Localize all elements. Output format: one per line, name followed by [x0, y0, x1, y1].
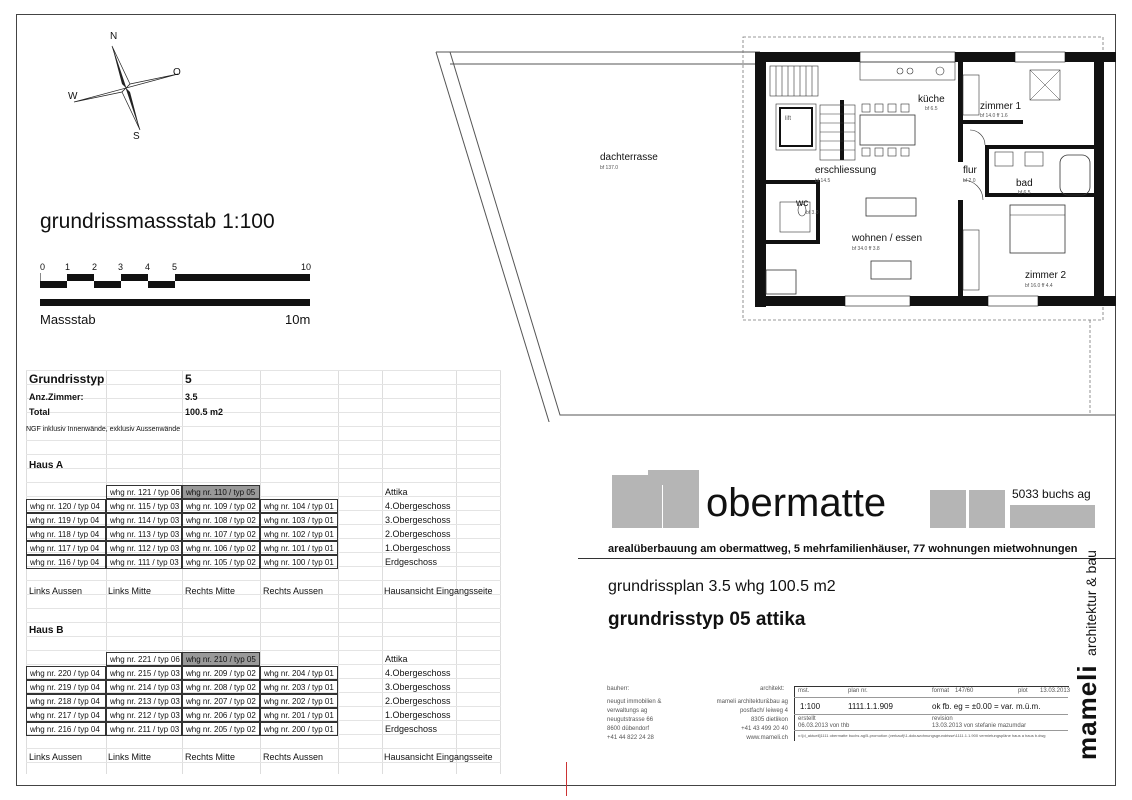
footer-cell: Rechts Mitte: [185, 752, 236, 762]
footer-cell: Hausansicht Eingangsseite: [384, 752, 493, 762]
room-area-dachterrasse: bf 137.0: [600, 165, 619, 171]
haus-a-footer-row: [26, 584, 501, 598]
table-cell: whg nr. 118 / typ 04: [26, 527, 106, 541]
room-area-bad: bf 6.5: [1018, 190, 1031, 196]
table-cell: whg nr. 203 / typ 01: [260, 680, 338, 694]
table-cell: whg nr. 215 / typ 03: [106, 666, 182, 680]
table-cell: whg nr. 219 / typ 04: [26, 680, 106, 694]
floor-label: Erdgeschoss: [385, 557, 438, 567]
table-row: [26, 499, 501, 513]
room-area-erschliessung: bf 14.5: [815, 178, 831, 184]
revision-value: 13.03.2013 von stefanie mazumdar: [932, 723, 1027, 729]
area-note: NGF inklusiv Innenwände, exklusiv Aussenwände: [26, 426, 181, 433]
table-row: [26, 555, 501, 569]
table-cell: whg nr. 211 / typ 03: [106, 722, 182, 736]
floor-plan-drawing: [430, 30, 1116, 422]
table-cell: whg nr. 108 / typ 02: [182, 513, 260, 527]
room-label-flur: flur: [963, 165, 977, 176]
mst-label: mst.: [798, 688, 810, 694]
typ-value: 5: [185, 372, 192, 386]
table-cell: whg nr. 120 / typ 04: [26, 499, 106, 513]
floor-label: 3.Obergeschoss: [385, 515, 451, 525]
scale-tick: 3: [118, 262, 124, 272]
table-cell: whg nr. 213 / typ 03: [106, 694, 182, 708]
side-brand-name: mameli: [1072, 664, 1102, 760]
footer-cell: Links Mitte: [108, 752, 152, 762]
table-row: [26, 541, 501, 555]
table-cell: whg nr. 208 / typ 02: [182, 680, 260, 694]
footer-cell: Rechts Mitte: [185, 586, 236, 596]
room-label-wohnen: wohnen / essen: [852, 233, 923, 244]
side-brand-sub: architektur & bau: [1083, 550, 1099, 656]
footer-cell: Links Aussen: [29, 586, 83, 596]
room-area-flur: bf 2.0: [963, 178, 976, 184]
table-cell: whg nr. 117 / typ 04: [26, 541, 106, 555]
room-label-kueche: küche: [918, 94, 945, 105]
plannr-value: 1111.1.1.909: [848, 702, 893, 711]
brand-location: 5033 buchs ag: [1012, 487, 1091, 501]
table-cell: whg nr. 101 / typ 01: [260, 541, 338, 555]
table-cell: whg nr. 201 / typ 01: [260, 708, 338, 722]
footer-cell: Rechts Aussen: [263, 752, 324, 762]
plot-value: 13.03.2013: [1040, 688, 1071, 694]
architekt-label: architekt:: [760, 686, 785, 692]
table-cell: whg nr. 107 / typ 02: [182, 527, 260, 541]
scale-title: grundrissmassstab 1:100: [40, 210, 275, 233]
table-row: [26, 722, 501, 736]
plan-title: grundrisstyp 05 attika: [608, 609, 806, 630]
bauherr-line: +41 44 822 24 28: [607, 735, 654, 741]
footer-cell: Hausansicht Eingangsseite: [384, 586, 493, 596]
architekt-line: www.mameli.ch: [746, 735, 788, 741]
table-cell: whg nr. 212 / typ 03: [106, 708, 182, 722]
table-cell: whg nr. 200 / typ 01: [260, 722, 338, 736]
table-cell: whg nr. 116 / typ 04: [26, 555, 106, 569]
room-label-erschliessung: erschliessung: [815, 165, 877, 176]
fold-mark: [566, 762, 567, 796]
table-cell-highlight: whg nr. 210 / typ 05: [182, 652, 260, 666]
room-label-zimmer2: zimmer 2: [1025, 270, 1067, 281]
table-cell: whg nr. 207 / typ 02: [182, 694, 260, 708]
table-cell: whg nr. 104 / typ 01: [260, 499, 338, 513]
haus-a-title: Haus A: [29, 460, 64, 471]
compass-south: S: [133, 131, 140, 142]
table-cell: whg nr. 114 / typ 03: [106, 513, 182, 527]
scale-tick: 0: [40, 262, 46, 272]
table-row: [26, 513, 501, 527]
table-cell-highlight: whg nr. 110 / typ 05: [182, 485, 260, 499]
revision-label: revision: [932, 716, 953, 722]
floor-label: 2.Obergeschoss: [385, 529, 451, 539]
height-reference: ok fb. eg = ±0.00 = var. m.ü.m.: [932, 702, 1041, 711]
plan-subtitle: grundrissplan 3.5 whg 100.5 m2: [608, 578, 836, 595]
floor-label: 1.Obergeschoss: [385, 710, 451, 720]
bauherr-line: 8600 dübendorf: [607, 726, 650, 732]
table-cell: whg nr. 217 / typ 04: [26, 708, 106, 722]
apartment-table: [26, 370, 501, 774]
table-cell: whg nr. 119 / typ 04: [26, 513, 106, 527]
brand-block-mid: [663, 470, 699, 528]
compass-west: W: [68, 91, 78, 102]
room-label-wc: wc: [796, 198, 809, 209]
erstellt-value: 06.03.2013 von thb: [798, 723, 850, 729]
table-cell: whg nr. 113 / typ 03: [106, 527, 182, 541]
room-area-wc: bf 3.0: [806, 210, 819, 216]
scale-left-label: Massstab: [40, 312, 96, 327]
floor-label: 4.Obergeschoss: [385, 668, 451, 678]
floor-label: 4.Obergeschoss: [385, 501, 451, 511]
erstellt-label: erstellt: [798, 716, 816, 722]
architekt-line: 8305 dietlikon: [750, 717, 788, 723]
mst-value: 1:100: [800, 702, 821, 711]
haus-b-title: Haus B: [29, 625, 64, 636]
table-cell: whg nr. 106 / typ 02: [182, 541, 260, 555]
footer-cell: Rechts Aussen: [263, 586, 324, 596]
title-rule-1: [578, 558, 1116, 559]
brand-name: obermatte: [706, 481, 887, 525]
rooms-value: 3.5: [185, 392, 198, 402]
table-row: [26, 680, 501, 694]
floor-label: Attika: [385, 487, 408, 497]
haus-a-attika-row: [26, 485, 501, 499]
floor-label: 2.Obergeschoss: [385, 696, 451, 706]
table-cell: whg nr. 205 / typ 02: [182, 722, 260, 736]
scale-tick: 5: [172, 262, 178, 272]
plannr-label: plan nr.: [848, 688, 868, 694]
compass-east: O: [173, 67, 181, 78]
table-row: [26, 666, 501, 680]
format-value: 147/60: [955, 688, 974, 694]
table-cell: whg nr. 218 / typ 04: [26, 694, 106, 708]
tb-rule: [794, 730, 1068, 731]
table-cell: whg nr. 206 / typ 02: [182, 708, 260, 722]
total-value: 100.5 m2: [185, 407, 224, 417]
bauherr-line: neugutstrasse 66: [607, 717, 654, 723]
brand-block-r3: [1010, 505, 1095, 528]
footer-cell: Links Aussen: [29, 752, 83, 762]
brand-block-tab: [648, 470, 663, 485]
brand-block-r2: [969, 490, 1005, 528]
table-cell: whg nr. 202 / typ 01: [260, 694, 338, 708]
table-cell: whg nr. 111 / typ 03: [106, 555, 182, 569]
brand-block-r1: [930, 490, 966, 528]
scale-right-label: 10m: [285, 312, 311, 327]
table-cell: whg nr. 209 / typ 02: [182, 666, 260, 680]
table-cell: whg nr. 220 / typ 04: [26, 666, 106, 680]
room-label-zimmer1: zimmer 1: [980, 101, 1022, 112]
bauherr-line: neugut immobilien &: [607, 699, 662, 705]
room-area-wohnen: bf 34.0 ff 3.8: [852, 246, 880, 252]
scale-bar: [40, 273, 312, 309]
table-row: [26, 527, 501, 541]
scale-tick: 10: [301, 262, 312, 272]
tb-rule: [794, 714, 1068, 715]
compass-north: N: [110, 31, 118, 42]
rooms-label: Anz.Zimmer:: [29, 392, 84, 402]
room-label-lift: lift: [785, 116, 791, 122]
room-area-zimmer2: bf 16.0 ff 4.4: [1025, 283, 1053, 289]
table-cell: whg nr. 102 / typ 01: [260, 527, 338, 541]
table-cell: whg nr. 105 / typ 02: [182, 555, 260, 569]
table-row: [26, 694, 501, 708]
room-area-kueche: bf 6.5: [925, 106, 938, 112]
table-row: [26, 708, 501, 722]
room-area-zimmer1: bf 14.0 ff 1.6: [980, 113, 1008, 119]
side-brand: [1072, 550, 1103, 760]
plot-label: plot: [1018, 688, 1028, 694]
architekt-line: +41 43 499 20 40: [741, 726, 788, 732]
project-description: arealüberbauung am obermattweg, 5 mehrfamilienhäuser, 77 wohnungen mietwohnungen: [608, 543, 1078, 555]
bauherr-label: bauherr:: [607, 686, 630, 692]
table-cell: whg nr. 100 / typ 01: [260, 555, 338, 569]
bauherr-line: verwaltungs ag: [607, 708, 648, 714]
table-cell: whg nr. 221 / typ 06: [106, 652, 182, 666]
scale-tick: 1: [65, 262, 71, 272]
scale-tick: 2: [92, 262, 98, 272]
total-label: Total: [29, 407, 50, 417]
haus-b-attika-row: [26, 652, 501, 666]
format-label: format: [932, 688, 950, 694]
floor-label: 3.Obergeschoss: [385, 682, 451, 692]
table-cell: whg nr. 204 / typ 01: [260, 666, 338, 680]
haus-b-footer-row: [26, 750, 501, 764]
scale-tick: 4: [145, 262, 151, 272]
architekt-line: mameli architektur&bau ag: [716, 699, 788, 705]
table-cell: whg nr. 214 / typ 03: [106, 680, 182, 694]
floor-label: Erdgeschoss: [385, 724, 438, 734]
table-cell: whg nr. 216 / typ 04: [26, 722, 106, 736]
tb-rule: [794, 697, 1068, 698]
table-cell: whg nr. 112 / typ 03: [106, 541, 182, 555]
footer-cell: Links Mitte: [108, 586, 152, 596]
table-cell: whg nr. 121 / typ 06: [106, 485, 182, 499]
typ-label: Grundrisstyp: [29, 372, 105, 386]
compass-rose-icon: [60, 28, 190, 143]
table-cell: whg nr. 109 / typ 02: [182, 499, 260, 513]
architekt-line: postfach/ leiweg 4: [739, 708, 788, 714]
file-path: x:\[d_aktuell]1111 obermatte buchs ag\5-promotion (verkauf)\1-dokuwohnungsgrundrisse\1111.1.1.900 vermietungspläne haus a haus b.dwg: [798, 733, 1046, 738]
floor-label: Attika: [385, 654, 408, 664]
table-cell: whg nr. 115 / typ 03: [106, 499, 182, 513]
table-cell: whg nr. 103 / typ 01: [260, 513, 338, 527]
room-label-bad: bad: [1016, 178, 1033, 189]
room-label-dachterrasse: dachterrasse: [600, 152, 658, 163]
floor-label: 1.Obergeschoss: [385, 543, 451, 553]
